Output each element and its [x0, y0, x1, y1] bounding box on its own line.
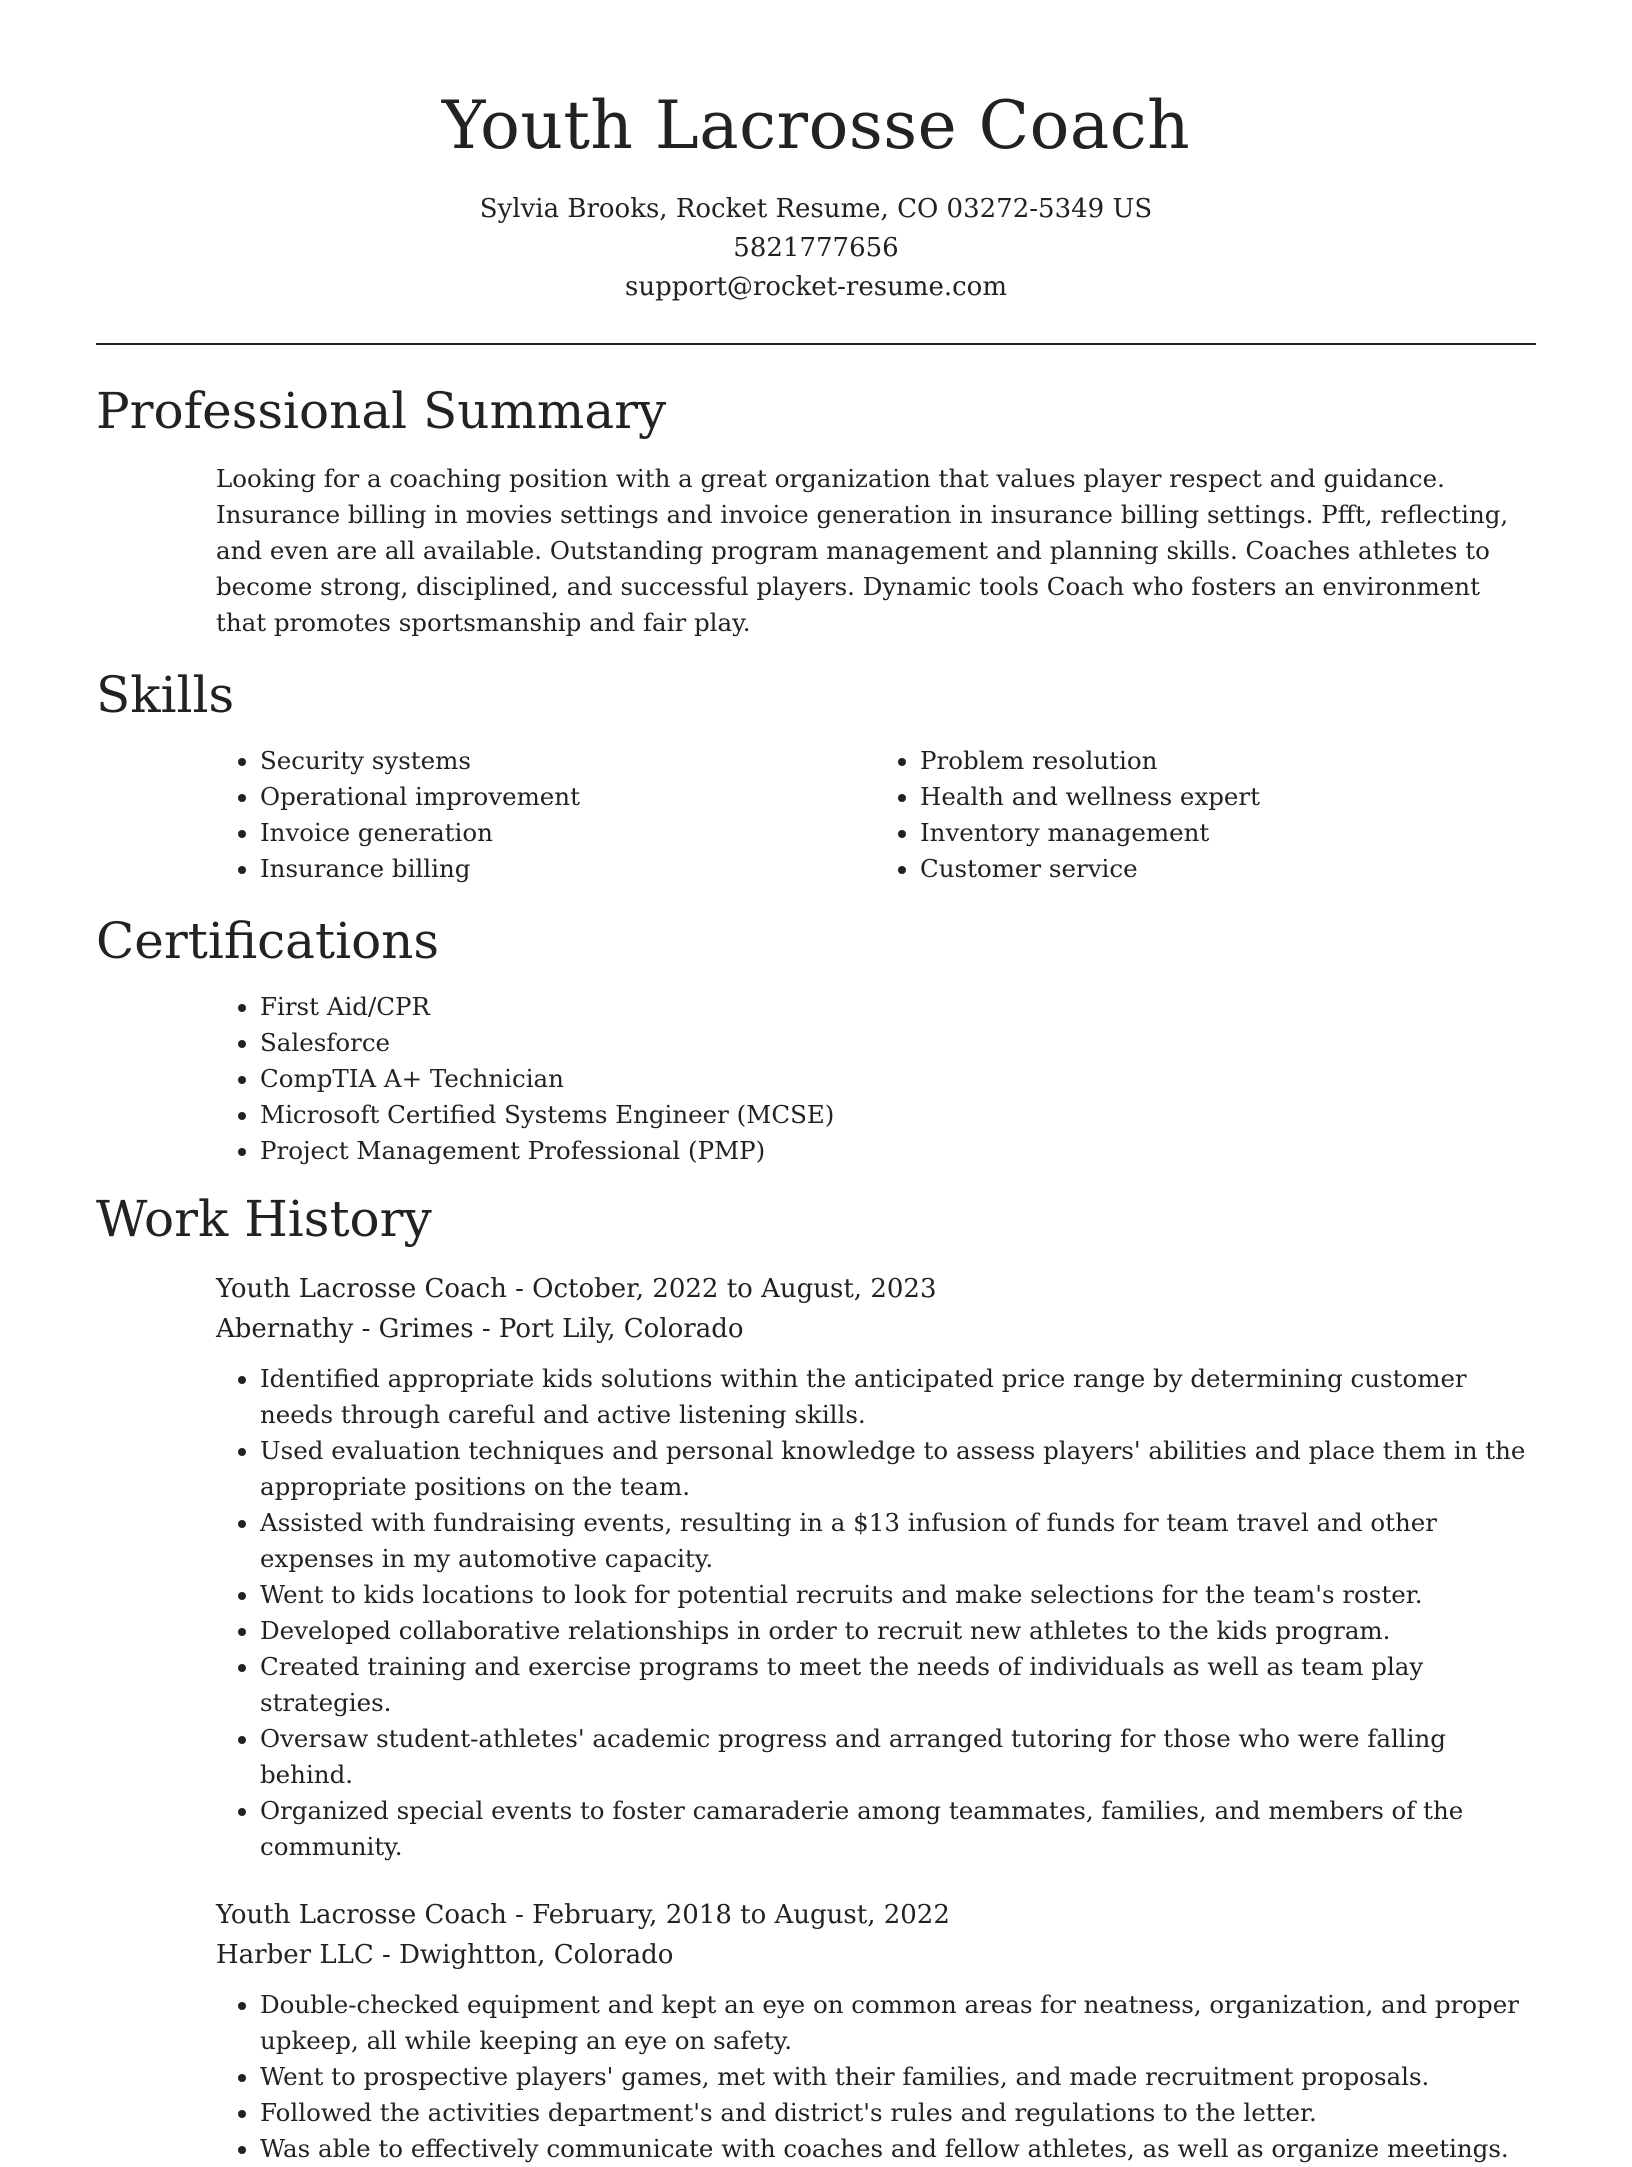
skill-item: • Problem resolution: [920, 743, 1536, 779]
skills-list-left: [216, 743, 876, 887]
skill-item: • Security systems: [260, 743, 876, 779]
certification-item: • First Aid/CPR: [260, 989, 1536, 1025]
resume-title: Youth Lacrosse Coach: [441, 87, 1191, 164]
professional-summary-heading: Professional Summary: [96, 382, 667, 440]
skill-item: • Insurance billing: [260, 851, 876, 887]
job-bullet: • Developed collaborative relationships in order to recruit new athletes to the kids program.: [260, 1613, 1536, 1649]
skill-item: • Health and wellness expert: [920, 779, 1536, 815]
skill-item: • Inventory management: [920, 815, 1536, 851]
job-company-location: Harber LLC - Dwightton, Colorado: [216, 1940, 674, 1970]
job-bullets: [216, 1987, 1536, 2167]
skills-section: [96, 665, 1536, 887]
job-bullets: [216, 1361, 1536, 1865]
contact-email: support@rocket-resume.com: [624, 272, 1007, 302]
skills-heading: Skills: [96, 666, 235, 724]
certification-item: • Salesforce: [260, 1025, 1536, 1061]
contact-address: Sylvia Brooks, Rocket Resume, CO 03272-5349 US: [479, 194, 1153, 224]
contact-phone: 5821777656: [733, 233, 899, 263]
job-bullet: • Used evaluation techniques and personal knowledge to assess players' abilities and place them in the appropriate positions on the team.: [260, 1433, 1536, 1505]
job-bullet: • Went to kids locations to look for potential recruits and make selections for the team's roster.: [260, 1577, 1536, 1613]
contact-info: [96, 190, 1536, 307]
work-history-heading: Work History: [96, 1190, 432, 1248]
job-entry: [216, 1895, 1536, 2167]
skill-item: • Invoice generation: [260, 815, 876, 851]
certification-item: • Microsoft Certified Systems Engineer (MCSE): [260, 1097, 1536, 1133]
job-bullet: • Double-checked equipment and kept an eye on common areas for neatness, organization, and proper upkeep, all while keeping an eye on safety.: [260, 1987, 1536, 2059]
resume-page: [96, 0, 1536, 2167]
job-bullet: • Organized special events to foster camaraderie among teammates, families, and members of the community.: [260, 1793, 1536, 1865]
job-bullet: • Oversaw student-athletes' academic progress and arranged tutoring for those who were falling behind.: [260, 1721, 1536, 1793]
job-bullet: • Was able to effectively communicate with coaches and fellow athletes, as well as organize meetings.: [260, 2131, 1536, 2167]
job-bullet: • Identified appropriate kids solutions within the anticipated price range by determining customer needs through careful and active listening skills.: [260, 1361, 1536, 1433]
skill-item: • Operational improvement: [260, 779, 876, 815]
job-title-dates: Youth Lacrosse Coach - October, 2022 to August, 2023: [216, 1274, 937, 1304]
resume-header: [96, 0, 1536, 307]
professional-summary-section: [96, 381, 1536, 641]
certifications-list: [216, 989, 1536, 1169]
job-entry: [216, 1269, 1536, 1865]
professional-summary-text: Looking for a coaching position with a great organization that values player respect and guidance. Insurance billing in movies settings and invoice generation in insurance billing settings. Pfft, reflecting, and even are all available. Outstanding program management and planning skills. Coaches athletes to become strong, disciplined, and successful players. Dynamic tools Coach who fosters an environment that promotes sportsmanship and fair play.: [216, 464, 1509, 637]
skills-list-right: [876, 743, 1536, 887]
job-bullet: • Went to prospective players' games, met with their families, and made recruitment proposals.: [260, 2059, 1536, 2095]
skill-item: • Customer service: [920, 851, 1536, 887]
certification-item: • CompTIA A+ Technician: [260, 1061, 1536, 1097]
job-bullet: • Created training and exercise programs to meet the needs of individuals as well as team play strategies.: [260, 1649, 1536, 1721]
certification-item: • Project Management Professional (PMP): [260, 1133, 1536, 1169]
job-title-dates: Youth Lacrosse Coach - February, 2018 to August, 2022: [216, 1900, 950, 1930]
certifications-section: [96, 911, 1536, 1169]
skills-columns: [216, 743, 1536, 887]
header-divider: [96, 343, 1536, 345]
work-history-section: [96, 1189, 1536, 2167]
job-bullet: • Assisted with fundraising events, resulting in a $13 infusion of funds for team travel and other expenses in my automotive capacity.: [260, 1505, 1536, 1577]
job-bullet: • Followed the activities department's and district's rules and regulations to the letter.: [260, 2095, 1536, 2131]
job-company-location: Abernathy - Grimes - Port Lily, Colorado: [216, 1314, 744, 1344]
certifications-heading: Certifications: [96, 912, 440, 970]
